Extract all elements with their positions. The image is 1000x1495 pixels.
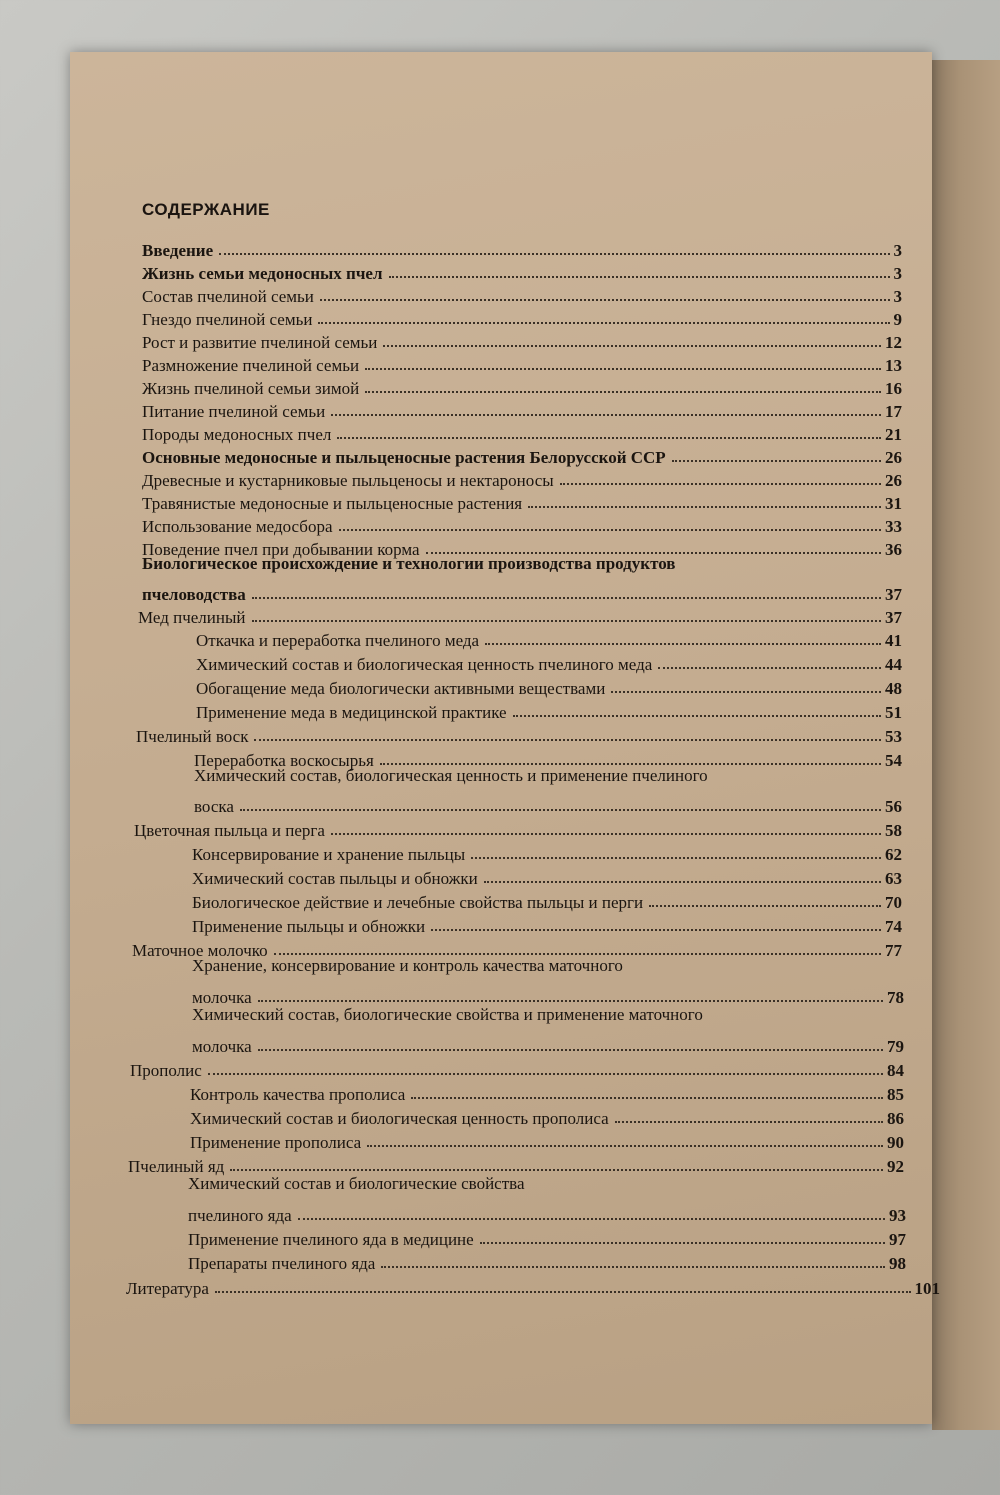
toc-entry-text: Контроль качества прополиса xyxy=(190,1085,406,1104)
toc-entry-page: 98 xyxy=(889,1254,906,1273)
toc-entry xyxy=(142,396,902,420)
toc-entry-page: 3 xyxy=(893,241,902,260)
toc-entry-text: Прополис xyxy=(130,1061,202,1080)
toc-entry-page: 16 xyxy=(885,379,902,398)
toc-entry-text: Переработка воскосырья xyxy=(194,751,374,770)
toc-entry xyxy=(196,649,902,673)
toc-entry xyxy=(134,815,902,839)
toc-entry-page: 48 xyxy=(885,679,902,698)
toc-entry xyxy=(190,1127,904,1151)
dot-leader xyxy=(337,434,881,439)
toc-entry-text: Применение пыльцы и обножки xyxy=(192,917,426,936)
toc-entry-text-line1: Химический состав, биологическая ценность и применение пчелиного xyxy=(194,766,708,785)
page-title: СОДЕРЖАНИЕ xyxy=(142,200,270,219)
toc-entry-text: Рост и развитие пчелиной семьи xyxy=(142,333,378,352)
toc-entry-text: молочка xyxy=(192,988,252,1007)
toc-entry xyxy=(142,281,902,305)
toc-entry-page: 77 xyxy=(885,941,902,960)
toc-entry-text: Гнездо пчелиной семьи xyxy=(142,310,313,329)
toc-entry-page: 63 xyxy=(885,869,902,888)
dot-leader xyxy=(658,664,881,669)
dot-leader xyxy=(339,526,882,531)
dot-leader xyxy=(431,926,881,931)
toc-entry xyxy=(128,1151,904,1175)
toc-entry-page: 101 xyxy=(914,1279,940,1298)
toc-entry-text: пчеловодства xyxy=(142,585,246,604)
dot-leader xyxy=(331,830,881,835)
dot-leader xyxy=(258,997,883,1002)
toc-entry xyxy=(142,373,902,397)
toc-entry-text: Пчелиный воск xyxy=(136,727,249,746)
toc-entry-page: 3 xyxy=(893,264,902,283)
toc-entry-page: 86 xyxy=(887,1109,904,1128)
toc-entry-text: пчелиного яда xyxy=(188,1206,292,1225)
toc-entry-page: 9 xyxy=(893,310,902,329)
toc-entry-page: 21 xyxy=(885,425,902,444)
toc-entry xyxy=(142,465,902,489)
toc-entry-text: Препараты пчелиного яда xyxy=(188,1254,376,1273)
toc-entry-page: 26 xyxy=(885,471,902,490)
toc-entry xyxy=(192,863,902,887)
toc-entry xyxy=(196,697,902,721)
toc-entry-page: 12 xyxy=(885,333,902,352)
dot-leader xyxy=(672,457,881,462)
dot-leader xyxy=(365,388,881,393)
toc-entry-text: Биологическое действие и лечебные свойства пыльцы и перги xyxy=(192,893,644,912)
toc-entry-page: 62 xyxy=(885,845,902,864)
dot-leader xyxy=(381,1263,885,1268)
toc-entry-text: Поведение пчел при добывании корма xyxy=(142,540,420,559)
toc-entry-page: 78 xyxy=(887,988,904,1007)
toc-entry-text-line1: Биологическое происхождение и технологии производства продуктов xyxy=(142,554,676,573)
toc-entry xyxy=(142,579,902,603)
toc-entry-text-line1: Химический состав и биологические свойства xyxy=(188,1174,525,1193)
toc-entry-page: 56 xyxy=(885,797,902,816)
toc-entry-text: воска xyxy=(194,797,234,816)
toc-entry xyxy=(190,1079,904,1103)
toc-entry-page: 33 xyxy=(885,517,902,536)
toc-entry xyxy=(138,602,902,626)
toc-entry-page: 90 xyxy=(887,1133,904,1152)
toc-entry xyxy=(142,327,902,351)
dot-leader xyxy=(240,806,881,811)
toc-entry xyxy=(196,673,902,697)
toc-entry-text: Литература xyxy=(126,1279,209,1298)
dot-leader xyxy=(383,342,881,347)
toc-entry-text: Размножение пчелиной семьи xyxy=(142,356,360,375)
toc-entry-text-line1: Химический состав, биологические свойства и применение маточного xyxy=(192,1005,703,1024)
dot-leader xyxy=(471,854,881,859)
toc-entry-page: 74 xyxy=(885,917,902,936)
toc-entry xyxy=(188,1224,906,1248)
toc-entry-text: Химический состав пыльцы и обножки xyxy=(192,869,478,888)
toc-entry-text: Мед пчелиный xyxy=(138,608,246,627)
toc-entry-page: 26 xyxy=(885,448,902,467)
dot-leader xyxy=(560,480,881,485)
toc-entry-page: 37 xyxy=(885,585,902,604)
toc-entry-page: 36 xyxy=(885,540,902,559)
toc-entry xyxy=(188,1248,906,1272)
dot-leader xyxy=(367,1142,883,1147)
toc-entry-text: Консервирование и хранение пыльцы xyxy=(192,845,466,864)
toc-entry-page: 54 xyxy=(885,751,902,770)
dot-leader xyxy=(611,688,881,693)
toc-entry xyxy=(142,235,902,259)
dot-leader xyxy=(649,902,881,907)
toc-entry-text: Маточное молочко xyxy=(132,941,268,960)
toc-entry-text: Откачка и переработка пчелиного меда xyxy=(196,631,480,650)
dot-leader xyxy=(252,594,881,599)
toc-entry-text: Жизнь семьи медоносных пчел xyxy=(142,264,383,283)
dot-leader xyxy=(389,273,890,278)
dot-leader xyxy=(411,1094,883,1099)
toc-entry xyxy=(188,1200,906,1224)
dot-leader xyxy=(365,365,881,370)
toc-entry-text: молочка xyxy=(192,1037,252,1056)
toc-entry-text: Химический состав и биологическая ценность прополиса xyxy=(190,1109,609,1128)
dot-leader xyxy=(208,1070,883,1075)
dot-leader xyxy=(513,712,881,717)
toc-entry-text: Обогащение меда биологически активными веществами xyxy=(196,679,606,698)
toc-entry-text: Травянистые медоносные и пыльценосные растения xyxy=(142,494,523,513)
dot-leader xyxy=(331,411,881,416)
toc-entry-page: 37 xyxy=(885,608,902,627)
toc-entry-text: Использование медосбора xyxy=(142,517,333,536)
toc-entry-text-line1: Хранение, консервирование и контроль качества маточного xyxy=(192,956,623,975)
dot-leader xyxy=(484,878,881,883)
toc-entry xyxy=(192,839,902,863)
toc-entry-text: Породы медоносных пчел xyxy=(142,425,332,444)
toc-entry xyxy=(196,625,902,649)
dot-leader xyxy=(215,1288,911,1293)
toc-entry-text: Введение xyxy=(142,241,214,260)
toc-entry xyxy=(192,887,902,911)
dot-leader xyxy=(320,296,890,301)
toc-entry-page: 58 xyxy=(885,821,902,840)
toc-entry xyxy=(136,721,902,745)
toc-entry-page: 53 xyxy=(885,727,902,746)
toc-entry xyxy=(142,488,902,512)
toc-entry-text: Пчелиный яд xyxy=(128,1157,225,1176)
toc-entry-page: 44 xyxy=(885,655,902,674)
toc-entry xyxy=(130,1055,904,1079)
toc-entry xyxy=(142,304,902,328)
toc-entry-page: 97 xyxy=(889,1230,906,1249)
toc-entry-text: Применение прополиса xyxy=(190,1133,362,1152)
dot-leader xyxy=(252,617,881,622)
toc-entry xyxy=(142,350,902,374)
dot-leader xyxy=(258,1046,883,1051)
dot-leader xyxy=(219,250,889,255)
toc-entry-page: 13 xyxy=(885,356,902,375)
toc-entry-text: Основные медоносные и пыльценосные растения Белорусской ССР xyxy=(142,448,666,467)
book-page xyxy=(70,52,940,1424)
toc-entry xyxy=(192,982,904,1006)
toc-entry-page: 17 xyxy=(885,402,902,421)
toc-entry-page: 70 xyxy=(885,893,902,912)
table-of-contents xyxy=(70,52,940,1424)
toc-entry xyxy=(142,442,902,466)
toc-entry-text: Применение пчелиного яда в медицине xyxy=(188,1230,474,1249)
next-page-edge xyxy=(932,60,1000,1430)
toc-entry-page: 3 xyxy=(893,287,902,306)
toc-entry-text: Древесные и кустарниковые пыльценосы и нектароносы xyxy=(142,471,554,490)
toc-entry-page: 92 xyxy=(887,1157,904,1176)
dot-leader xyxy=(298,1215,885,1220)
toc-entry-page: 85 xyxy=(887,1085,904,1104)
toc-entry-page: 31 xyxy=(885,494,902,513)
dot-leader xyxy=(528,503,881,508)
toc-entry xyxy=(142,258,902,282)
toc-entry-text: Питание пчелиной семьи xyxy=(142,402,326,421)
toc-entry xyxy=(142,419,902,443)
dot-leader xyxy=(254,736,881,741)
dot-leader xyxy=(485,640,881,645)
toc-entry-page: 93 xyxy=(889,1206,906,1225)
toc-entry xyxy=(192,1031,904,1055)
dot-leader xyxy=(274,950,881,955)
toc-entry xyxy=(192,911,902,935)
toc-entry-text: Жизнь пчелиной семьи зимой xyxy=(142,379,360,398)
dot-leader xyxy=(615,1118,883,1123)
toc-entry xyxy=(194,791,902,815)
toc-entry xyxy=(190,1103,904,1127)
toc-entry-text: Применение меда в медицинской практике xyxy=(196,703,507,722)
toc-entry-text: Состав пчелиной семьи xyxy=(142,287,314,306)
toc-entry-text: Химический состав и биологическая ценность пчелиного меда xyxy=(196,655,653,674)
toc-entry-page: 84 xyxy=(887,1061,904,1080)
toc-entry-page: 41 xyxy=(885,631,902,650)
toc-entry xyxy=(126,1273,940,1297)
dot-leader xyxy=(380,760,881,765)
toc-entry-text: Цветочная пыльца и перга xyxy=(134,821,325,840)
toc-entry xyxy=(142,511,902,535)
dot-leader xyxy=(318,319,889,324)
dot-leader xyxy=(230,1166,883,1171)
dot-leader xyxy=(480,1239,885,1244)
toc-entry-page: 51 xyxy=(885,703,902,722)
toc-entry-page: 79 xyxy=(887,1037,904,1056)
